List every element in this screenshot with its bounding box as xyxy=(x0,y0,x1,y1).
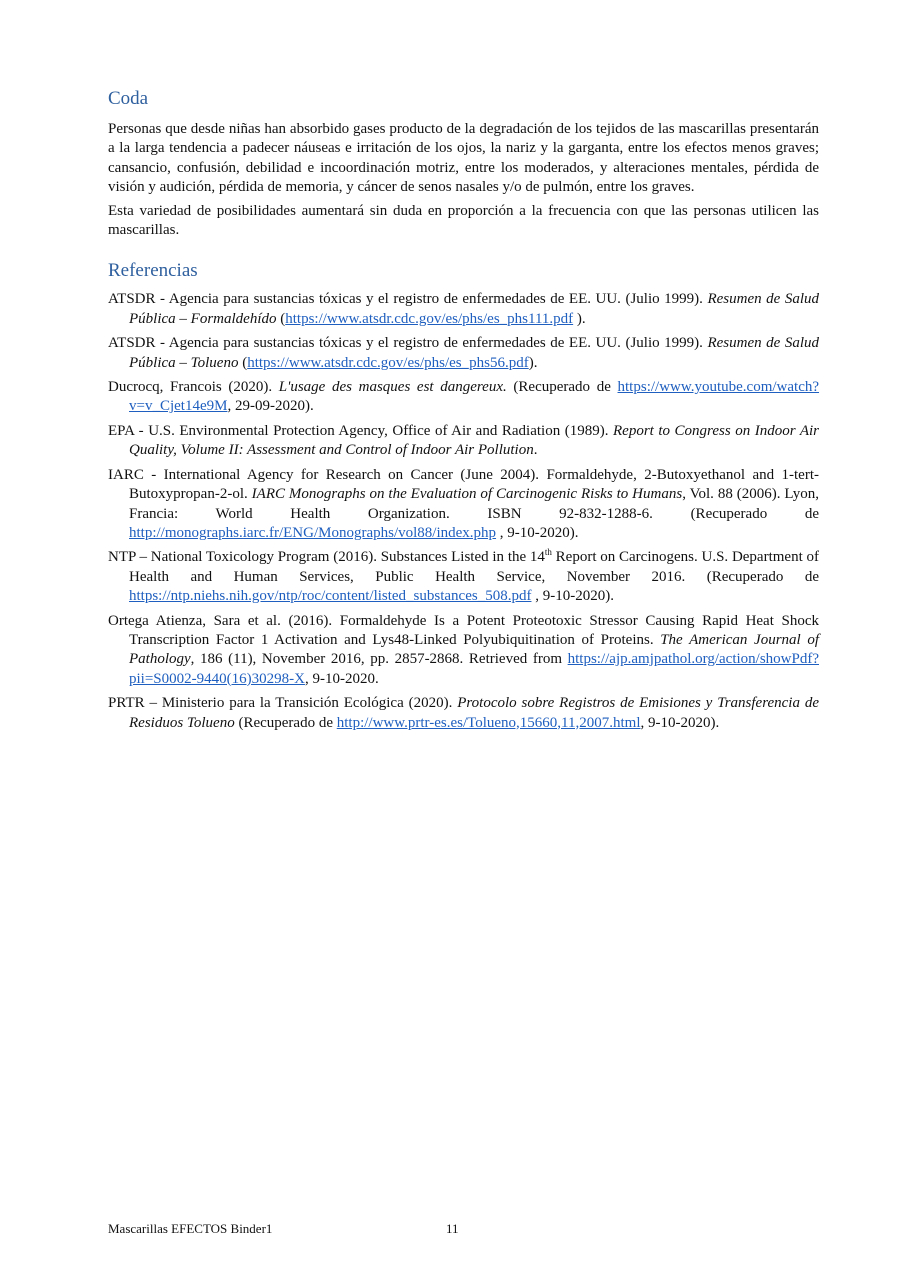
page-content xyxy=(108,86,819,738)
footer-document-name: Mascarillas EFECTOS Binder1 xyxy=(108,1221,273,1236)
ref-text: (Recuperado de xyxy=(506,379,618,396)
ref-text: , 9-10-2020). xyxy=(640,714,720,731)
ref-title: Resumen de Salud Pública – Tolueno xyxy=(129,335,819,371)
ref-text: , 186 (11), November 2016, pp. 2857-2868. Retrieved from xyxy=(190,651,568,668)
ref-text: . xyxy=(533,442,538,459)
coda-paragraph-2: Esta variedad de posibilidades aumentará sin duda en proporción a la frecuencia con que las personas utilicen las mascarillas. xyxy=(108,202,819,239)
ref-text: , 9-10-2020). xyxy=(531,588,614,605)
ref-text: Ortega Atienza, Sara et al. (2016). Formaldehyde Is a Potent Proteotoxic Stressor Causing Rapid Heat Shock Transcription Factor 1 Activation and Lys48-Linked Polyubiquitination of Proteins. xyxy=(108,612,819,648)
ref-text: IARC - International Agency for Research on Cancer (June 2004). Formaldehyde, 2-Butoxyethanol and 1-tert-Butoxypropan-2-ol. xyxy=(108,466,819,503)
ref-link[interactable]: https://www.atsdr.cdc.gov/es/phs/es_phs56.pdf xyxy=(247,354,529,371)
ref-text: (Recuperado de xyxy=(234,714,337,731)
ref-title: IARC Monographs on the Evaluation of Carcinogenic Risks to Humans xyxy=(251,486,683,503)
ref-text: Ducrocq, Francois (2020). xyxy=(108,379,279,396)
ref-title: Protocolo sobre Registros de Emisiones y Transferencia de Residuos Tolueno xyxy=(129,695,819,731)
ref-text: , 9-10-2020). xyxy=(496,524,579,541)
coda-paragraph-1: Personas que desde niñas han absorbido gases producto de la degradación de los tejidos de las mascarillas presentarán a la larga tendencia a padecer náuseas e irritación de los ojos, la nariz y la garganta, entre los efectos menos graves; cansancio, confusión, debilidad e incoordinación motriz, entre los moderados, y alteraciones mentales, pérdida de visión y audición, pérdida de memoria, y cáncer de senos nasales y/o de pulmón, entre los graves. xyxy=(108,121,819,196)
section-heading-references: Referencias xyxy=(108,260,198,282)
ref-title: Resumen de Salud Pública – Formaldehído xyxy=(129,291,819,327)
ref-link[interactable]: https://www.youtube.com/watch?v=v_Cjet14e9M xyxy=(129,379,820,415)
ref-title: The American Journal of Pathology xyxy=(129,631,819,668)
ref-text: , Vol. 88 (2006). Lyon, Francia: World Health Organization. ISBN 92-832-1288-6. (Recuperado de xyxy=(129,486,819,522)
ref-text: ). xyxy=(528,354,538,371)
reference-item-iarc xyxy=(108,466,819,544)
section-heading-coda: Coda xyxy=(108,88,149,109)
ref-link[interactable]: https://ajp.amjpathol.org/action/showPdf?pii=S0002-9440(16)30298-X xyxy=(129,651,819,687)
ref-superscript: th xyxy=(544,547,552,558)
reference-item-prtr xyxy=(108,694,819,733)
ref-text: NTP – National Toxicology Program (2016). Substances Listed in the 14 xyxy=(108,549,545,566)
ref-text: EPA - U.S. Environmental Protection Agency, Office of Air and Radiation (1989). xyxy=(108,422,613,439)
ref-text: ATSDR - Agencia para sustancias tóxicas y el registro de enfermedades de EE. UU. (Julio 1999). xyxy=(108,335,708,352)
ref-text: ( xyxy=(276,310,286,327)
ref-title: Report to Congress on Indoor Air Quality, Volume II: Assessment and Control of Indoor Air Pollution xyxy=(129,422,819,459)
reference-item-ortega xyxy=(108,612,819,690)
reference-item-ducrocq xyxy=(108,378,819,417)
ref-link[interactable]: https://ntp.niehs.nih.gov/ntp/roc/content/listed_substances_508.pdf xyxy=(129,588,532,605)
ref-link[interactable]: http://www.prtr-es.es/Tolueno,15660,11,2007.html xyxy=(336,714,641,731)
reference-item-epa xyxy=(108,422,819,461)
ref-text: , 29-09-2020). xyxy=(227,398,314,415)
ref-text: ). xyxy=(573,310,586,327)
ref-title: L'usage des masques est dangereux. xyxy=(278,379,507,396)
ref-link[interactable]: http://monographs.iarc.fr/ENG/Monographs/vol88/index.php xyxy=(129,524,497,541)
ref-text: ATSDR - Agencia para sustancias tóxicas y el registro de enfermedades de EE. UU. (Julio 1999). xyxy=(108,291,708,308)
reference-item-atsdr-formaldehido xyxy=(108,290,819,329)
footer-page-number: 11 xyxy=(446,1221,459,1236)
reference-item-atsdr-tolueno xyxy=(108,334,819,373)
ref-text: , 9-10-2020. xyxy=(304,670,379,687)
ref-link[interactable]: https://www.atsdr.cdc.gov/es/phs/es_phs111.pdf xyxy=(285,310,574,327)
ref-text: PRTR – Ministerio para la Transición Ecológica (2020). xyxy=(108,695,458,712)
reference-item-ntp xyxy=(108,548,819,606)
ref-text: Report on Carcinogens. U.S. Department of Health and Human Services, Public Health Service, November 2016. (Recuperado de xyxy=(129,549,820,585)
ref-text: ( xyxy=(238,354,248,371)
